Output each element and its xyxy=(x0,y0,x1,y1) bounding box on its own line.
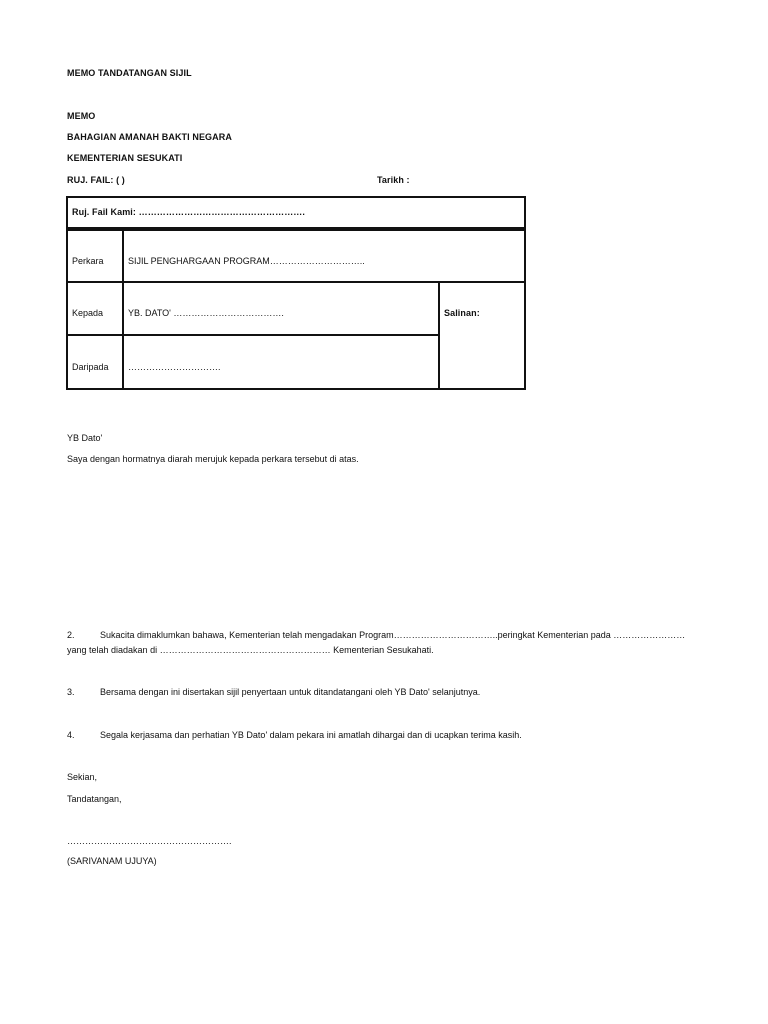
perkara-value-cell xyxy=(122,229,526,283)
ruj-fail-kami-cell xyxy=(66,196,526,229)
kepada-label-cell xyxy=(66,281,124,336)
tarikh-label: Tarikh : xyxy=(377,175,410,185)
document-title: MEMO TANDATANGAN SIJIL xyxy=(67,68,192,78)
daripada-label-cell xyxy=(66,334,124,390)
paragraph-3-text: Bersama dengan ini disertakan sijil penyertaan untuk ditandatangani oleh YB Dato' selanjutnya. xyxy=(100,687,481,697)
salutation: YB Dato' xyxy=(67,433,103,443)
paragraph-2-number: 2. xyxy=(67,630,75,640)
kepada-value: YB. DATO' ………………………………. xyxy=(128,308,284,318)
kepada-value-cell xyxy=(122,281,440,336)
closing-tandatangan: Tandatangan, xyxy=(67,794,122,804)
salinan-cell xyxy=(438,281,526,390)
paragraph-3-number: 3. xyxy=(67,687,75,697)
perkara-value: SIJIL PENGHARGAAN PROGRAM………………………….. xyxy=(128,256,365,266)
ministry-name: KEMENTERIAN SESUKATI xyxy=(67,153,183,163)
perkara-label-cell xyxy=(66,229,124,283)
salinan-label: Salinan: xyxy=(444,308,480,318)
daripada-value: …………………………. xyxy=(128,362,221,372)
paragraph-2-line-1: Sukacita dimaklumkan bahawa, Kementerian telah mengadakan Program……………………………..peringkat Kementerian pada …………………… xyxy=(100,630,686,640)
memo-details-table xyxy=(66,196,526,390)
perkara-label: Perkara xyxy=(72,256,104,266)
ruj-fail-label: RUJ. FAIL: ( ) xyxy=(67,175,125,185)
closing-sekian: Sekian, xyxy=(67,772,98,782)
ruj-fail-kami-text: Ruj. Fail Kami: ………………………………………………. xyxy=(72,207,306,217)
paragraph-2-line-2: yang telah diadakan di ………………………………………………… Kementerian Sesukahati. xyxy=(67,645,434,655)
signatory-name: (SARIVANAM UJUYA) xyxy=(67,856,157,866)
division-name: BAHAGIAN AMANAH BAKTI NEGARA xyxy=(67,132,232,142)
paragraph-4-text: Segala kerjasama dan perhatian YB Dato' dalam pekara ini amatlah dihargai dan di ucapkan terima kasih. xyxy=(100,730,522,740)
memo-heading: MEMO xyxy=(67,111,96,121)
intro-paragraph: Saya dengan hormatnya diarah merujuk kepada perkara tersebut di atas. xyxy=(67,454,359,464)
daripada-label: Daripada xyxy=(72,362,109,372)
daripada-value-cell xyxy=(122,334,440,390)
paragraph-4-number: 4. xyxy=(67,730,75,740)
signature-line: ………………………………………………. xyxy=(67,836,232,846)
kepada-label: Kepada xyxy=(72,308,104,318)
